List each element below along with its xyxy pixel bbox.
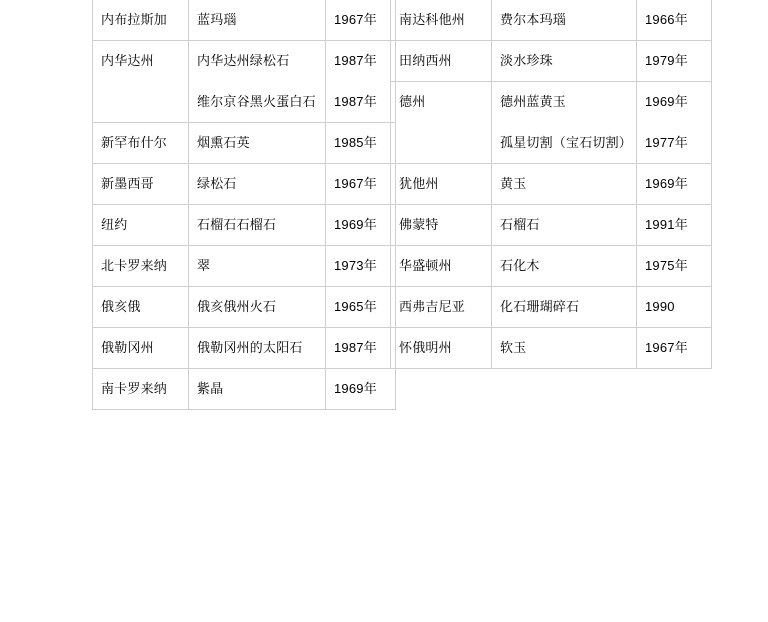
gemstone-cell bbox=[189, 123, 326, 164]
year-cell bbox=[637, 0, 712, 41]
state-cell bbox=[93, 205, 189, 246]
state-name: 新罕布什尔 bbox=[101, 135, 168, 150]
state-name: 纽约 bbox=[101, 217, 128, 232]
state-cell bbox=[93, 0, 189, 41]
left-column bbox=[92, 0, 377, 410]
state-cell bbox=[93, 164, 189, 205]
state-cell bbox=[391, 164, 492, 205]
gemstone-cell bbox=[492, 287, 637, 328]
year-value: 1979年 bbox=[645, 53, 688, 68]
year-cell bbox=[326, 0, 396, 41]
state-name: 田纳西州 bbox=[399, 53, 452, 68]
gemstone-cell bbox=[189, 41, 326, 123]
gemstone-cell bbox=[492, 0, 637, 41]
state-cell bbox=[391, 287, 492, 328]
year-value: 1985年 bbox=[334, 135, 377, 150]
gemstone-cell bbox=[189, 164, 326, 205]
state-cell bbox=[93, 328, 189, 369]
table-row bbox=[93, 164, 396, 205]
year-value: 1967年 bbox=[334, 176, 377, 191]
gemstone-name: 蓝玛瑙 bbox=[197, 12, 237, 27]
gemstone-name: 德州蓝黄玉 bbox=[500, 94, 567, 109]
table-row bbox=[93, 369, 396, 410]
gemstone-name: 淡水珍珠 bbox=[500, 53, 553, 68]
table-row bbox=[391, 246, 712, 287]
state-name: 德州 bbox=[399, 94, 426, 109]
table-row bbox=[391, 0, 712, 41]
table-row bbox=[93, 287, 396, 328]
gemstone-name: 紫晶 bbox=[197, 381, 224, 396]
table-row bbox=[391, 328, 712, 369]
table-row bbox=[391, 41, 712, 82]
year-cell bbox=[326, 164, 396, 205]
gemstone-cell bbox=[492, 328, 637, 369]
year-value: 1975年 bbox=[645, 258, 688, 273]
year-cell bbox=[326, 41, 396, 123]
state-name: 南达科他州 bbox=[399, 12, 466, 27]
state-name: 犹他州 bbox=[399, 176, 439, 191]
gemstone-cell bbox=[189, 246, 326, 287]
year-cell bbox=[637, 41, 712, 82]
state-gemstones-table-left bbox=[92, 0, 396, 410]
gemstone-cell bbox=[189, 205, 326, 246]
table-row bbox=[93, 246, 396, 287]
year-value: 1987年 bbox=[334, 53, 377, 68]
year-value: 1969年 bbox=[334, 381, 377, 396]
year-cell bbox=[637, 287, 712, 328]
year-cell bbox=[637, 328, 712, 369]
year-value: 1990 bbox=[645, 299, 675, 314]
year-value: 1987年 bbox=[334, 340, 377, 355]
year-value: 1965年 bbox=[334, 299, 377, 314]
year-value: 1969年 bbox=[645, 176, 688, 191]
state-cell bbox=[93, 246, 189, 287]
state-name: 俄亥俄 bbox=[101, 299, 141, 314]
gemstone-name: 烟熏石英 bbox=[197, 135, 250, 150]
year-value: 1987年 bbox=[334, 94, 377, 109]
state-name: 佛蒙特 bbox=[399, 217, 439, 232]
year-value: 1969年 bbox=[645, 94, 688, 109]
gemstone-name: 孤星切割（宝石切割） bbox=[500, 135, 633, 150]
table-row bbox=[93, 205, 396, 246]
gemstone-cell bbox=[492, 246, 637, 287]
year-value: 1966年 bbox=[645, 12, 688, 27]
gemstone-name: 石榴石石榴石 bbox=[197, 217, 277, 232]
gemstone-cell bbox=[189, 0, 326, 41]
year-value: 1977年 bbox=[645, 135, 688, 150]
state-cell bbox=[93, 369, 189, 410]
state-name: 北卡罗来纳 bbox=[101, 258, 168, 273]
gemstone-name: 内华达州绿松石 bbox=[197, 53, 290, 68]
year-cell bbox=[637, 246, 712, 287]
state-cell bbox=[391, 205, 492, 246]
year-cell bbox=[326, 205, 396, 246]
table-row bbox=[391, 205, 712, 246]
year-value: 1969年 bbox=[334, 217, 377, 232]
state-cell bbox=[391, 328, 492, 369]
year-value: 1973年 bbox=[334, 258, 377, 273]
state-cell bbox=[93, 41, 189, 123]
gemstone-cell bbox=[189, 369, 326, 410]
table-row bbox=[93, 0, 396, 41]
table-row bbox=[391, 164, 712, 205]
gemstone-name: 俄亥俄州火石 bbox=[197, 299, 277, 314]
gemstone-name: 翠 bbox=[197, 258, 211, 273]
gemstone-cell bbox=[492, 205, 637, 246]
table-row bbox=[93, 123, 396, 164]
table-row bbox=[93, 41, 396, 123]
year-cell bbox=[326, 287, 396, 328]
gemstone-name: 石榴石 bbox=[500, 217, 540, 232]
gemstone-cell bbox=[189, 287, 326, 328]
state-cell bbox=[93, 287, 189, 328]
gemstone-name: 维尔京谷黑火蛋白石 bbox=[197, 94, 316, 109]
gemstone-cell bbox=[492, 82, 637, 164]
state-cell bbox=[391, 41, 492, 82]
state-name: 华盛顿州 bbox=[399, 258, 452, 273]
year-cell bbox=[637, 205, 712, 246]
year-value: 1991年 bbox=[645, 217, 688, 232]
gemstone-name: 黄玉 bbox=[500, 176, 527, 191]
state-gemstones-table-right bbox=[390, 0, 712, 369]
state-name: 新墨西哥 bbox=[101, 176, 154, 191]
state-name: 西弗吉尼亚 bbox=[399, 299, 466, 314]
table-row bbox=[391, 287, 712, 328]
state-cell bbox=[391, 246, 492, 287]
gemstone-name: 费尔本玛瑙 bbox=[500, 12, 567, 27]
year-cell bbox=[326, 328, 396, 369]
state-name: 南卡罗来纳 bbox=[101, 381, 168, 396]
table-body-left bbox=[93, 0, 396, 410]
year-cell bbox=[326, 123, 396, 164]
state-cell bbox=[391, 0, 492, 41]
state-name: 怀俄明州 bbox=[399, 340, 452, 355]
year-cell bbox=[637, 164, 712, 205]
gemstone-cell bbox=[189, 328, 326, 369]
right-column bbox=[390, 0, 688, 369]
year-cell bbox=[326, 246, 396, 287]
state-name: 内华达州 bbox=[101, 53, 154, 68]
gemstone-name: 石化木 bbox=[500, 258, 540, 273]
gemstone-name: 软玉 bbox=[500, 340, 527, 355]
table-row bbox=[93, 328, 396, 369]
gemstone-name: 俄勒冈州的太阳石 bbox=[197, 340, 303, 355]
gemstone-cell bbox=[492, 164, 637, 205]
state-cell bbox=[93, 123, 189, 164]
year-cell bbox=[326, 369, 396, 410]
gemstone-name: 化石珊瑚碎石 bbox=[500, 299, 580, 314]
state-name: 内布拉斯加 bbox=[101, 12, 168, 27]
year-cell bbox=[637, 82, 712, 164]
table-row bbox=[391, 82, 712, 164]
state-name: 俄勒冈州 bbox=[101, 340, 154, 355]
gemstone-cell bbox=[492, 41, 637, 82]
state-cell bbox=[391, 82, 492, 164]
year-value: 1967年 bbox=[645, 340, 688, 355]
year-value: 1967年 bbox=[334, 12, 377, 27]
gemstone-name: 绿松石 bbox=[197, 176, 237, 191]
table-body-right bbox=[391, 0, 712, 369]
